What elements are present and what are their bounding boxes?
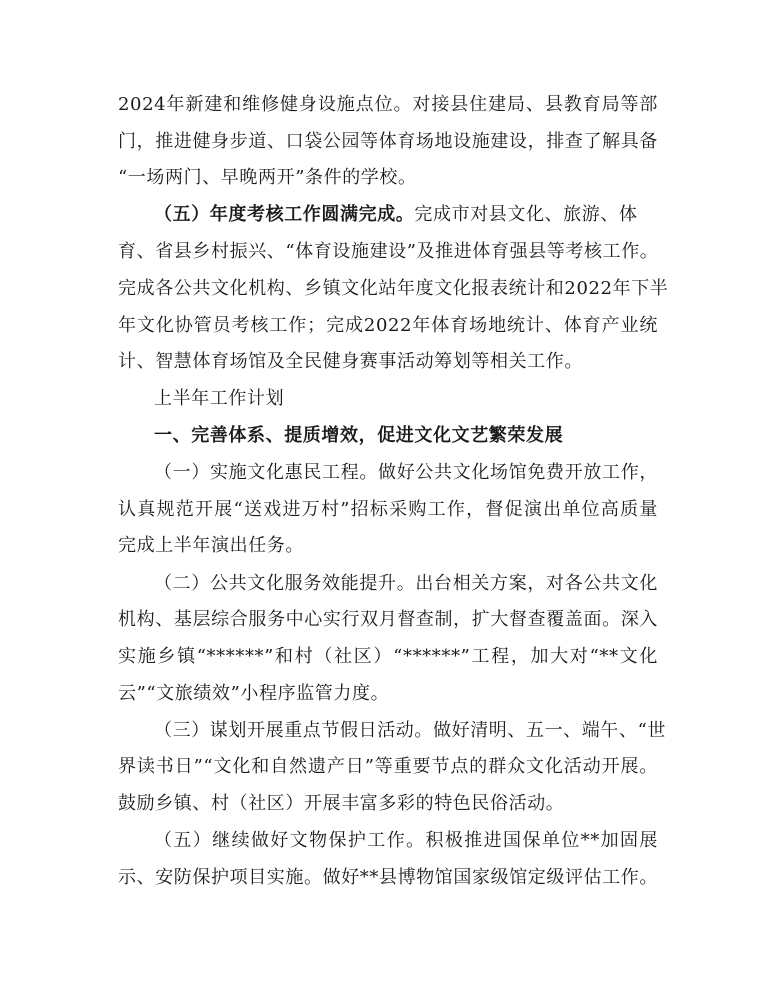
- body-text-line: （二）公共文化服务效能提升。出台相关方案，对各公共文化: [154, 573, 658, 594]
- section-heading: 一、完善体系、提质增效，促进文化文艺繁荣发展: [154, 425, 564, 446]
- body-text-line: 认真规范开展“送戏进万村”招标采购工作，督促演出单位高质量: [118, 499, 658, 520]
- body-text-line: 鼓励乡镇、村（社区）开展丰富多彩的特色民俗活动。: [118, 793, 565, 814]
- body-text-line: 云”“文旅绩效”小程序监管力度。: [118, 683, 390, 704]
- body-text-line: 界读书日”“文化和自然遗产日”等重要节点的群众文化活动开展。: [118, 756, 658, 777]
- body-text-line: 机构、基层综合服务中心实行双月督查制，扩大督查覆盖面。深入: [118, 609, 658, 630]
- plan-heading: 上半年工作计划: [154, 388, 285, 409]
- body-text-line: （三）谋划开展重点节假日活动。做好清明、五一、端午、“世: [154, 720, 666, 741]
- body-text-line: 示、安防保护项目实施。做好**县博物馆国家级馆定级评估工作。: [118, 867, 658, 888]
- body-text-line: 完成上半年演出任务。: [118, 535, 304, 556]
- body-text-line: 门，推进健身步道、口袋公园等体育场地设施建设，排查了解具备: [118, 131, 658, 152]
- body-text-line: （一）实施文化惠民工程。做好公共文化场馆免费开放工作，: [154, 462, 658, 483]
- body-text-line: （五）继续做好文物保护工作。积极推进国保单位**加固展: [154, 830, 658, 851]
- body-text-line: “一场两门、早晚两开”条件的学校。: [118, 167, 417, 188]
- body-text-line: 计、智慧体育场馆及全民健身赛事活动筹划等相关工作。: [118, 351, 583, 372]
- body-text-line: 年文化协管员考核工作；完成2022年体育场地统计、体育产业统: [118, 315, 658, 336]
- body-text-line: 育、省县乡村振兴、“体育设施建设”及推进体育强县等考核工作。: [118, 241, 659, 262]
- body-text-inline: 完成市对县文化、旅游、体: [414, 204, 638, 225]
- body-text-line: 2024年新建和维修健身设施点位。对接县住建局、县教育局等部: [118, 94, 658, 115]
- section-heading-inline: （五）年度考核工作圆满完成。: [154, 204, 415, 225]
- body-text-line: 完成各公共文化机构、乡镇文化站年度文化报表统计和2022年下半: [118, 278, 669, 299]
- body-text-line: 实施乡镇“******”和村（社区）“******”工程，加大对“**文化: [118, 646, 658, 667]
- section-paragraph-first-line: [154, 203, 658, 227]
